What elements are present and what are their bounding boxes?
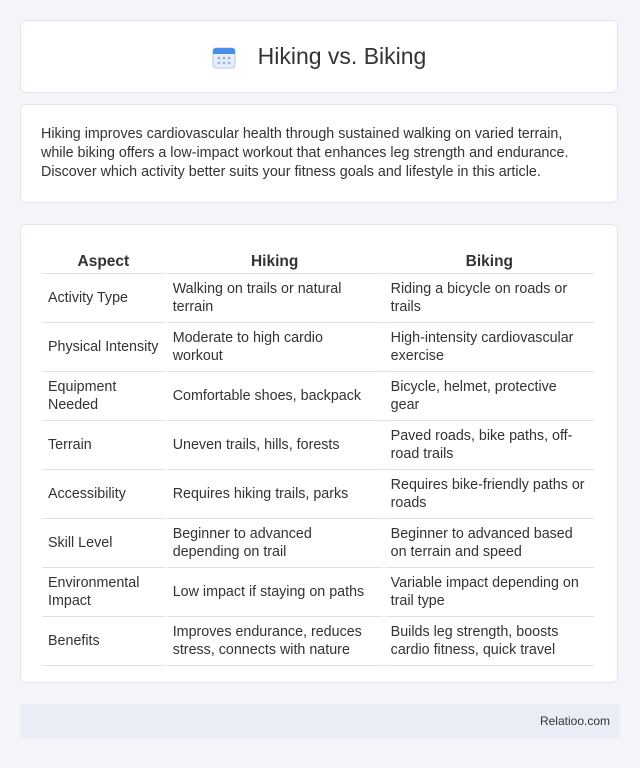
page-title: Hiking vs. Biking [257,43,427,69]
footer-brand[interactable]: Relatioo.com [539,714,610,728]
table-row [42,519,594,568]
header-biking: Biking [385,245,594,274]
row-aspect: Skill Level [42,519,165,568]
table-row [42,617,594,666]
table-row [42,421,594,470]
row-hiking: Requires hiking trails, parks [167,470,383,519]
row-hiking: Beginner to advanced depending on trail [167,519,383,568]
row-hiking: Walking on trails or natural terrain [167,274,383,323]
row-hiking: Low impact if staying on paths [167,568,383,617]
row-aspect: Terrain [42,421,165,470]
header-hiking: Hiking [167,245,383,274]
row-biking: High-intensity cardiovascular exercise [385,323,594,372]
comparison-card [20,224,618,683]
row-aspect: Activity Type [42,274,165,323]
row-aspect: Environmental Impact [42,568,165,617]
row-hiking: Comfortable shoes, backpack [167,372,383,421]
calendar-icon [212,45,236,69]
table-row [42,274,594,323]
header-aspect: Aspect [42,245,165,274]
intro-card [20,104,618,203]
row-biking: Bicycle, helmet, protective gear [385,372,594,421]
row-biking: Requires bike-friendly paths or roads [385,470,594,519]
row-biking: Beginner to advanced based on terrain and speed [385,519,594,568]
table-row [42,470,594,519]
table-header-row [42,245,594,274]
title-card [20,20,618,93]
row-aspect: Accessibility [42,470,165,519]
row-aspect: Equipment Needed [42,372,165,421]
row-biking: Paved roads, bike paths, off-road trails [385,421,594,470]
intro-text: Hiking improves cardiovascular health through sustained walking on varied terrain, while biking offers a low-impact workout that enhances leg strength and endurance. Discover which activity better suits your fitness goals and lifestyle in this article. [41,126,569,180]
row-hiking: Uneven trails, hills, forests [167,421,383,470]
row-aspect: Benefits [42,617,165,666]
table-row [42,372,594,421]
row-biking: Variable impact depending on trail type [385,568,594,617]
comparison-table [40,245,596,666]
row-aspect: Physical Intensity [42,323,165,372]
row-biking: Riding a bicycle on roads or trails [385,274,594,323]
row-hiking: Moderate to high cardio workout [167,323,383,372]
table-row [42,323,594,372]
row-biking: Builds leg strength, boosts cardio fitness, quick travel [385,617,594,666]
row-hiking: Improves endurance, reduces stress, connects with nature [167,617,383,666]
footer [20,704,620,738]
table-row [42,568,594,617]
